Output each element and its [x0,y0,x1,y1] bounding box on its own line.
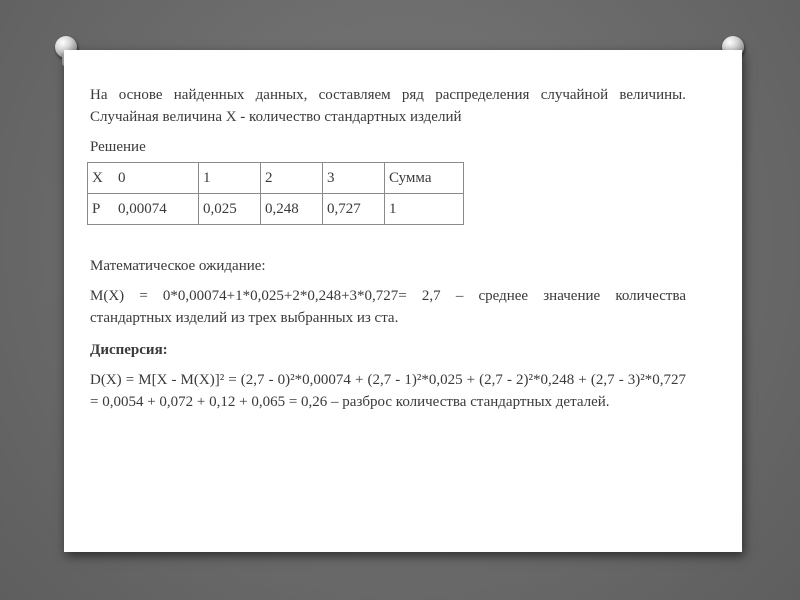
table-cell: 0,727 [323,194,385,225]
intro-paragraph: На основе найденных данных, составляем ряд распределения случайной величины. Случайная величина X - количество стандартных изделий [90,87,686,125]
expectation-formula: M(X) = 0*0,00074+1*0,025+2*0,248+3*0,727= 2,7 – среднее значение количества стандартных изделий из трех выбранных из ста. [90,288,686,326]
table-cell [88,194,199,225]
table-row [88,163,464,194]
table-cell: 1 [385,194,464,225]
solution-heading: Решение [90,139,146,155]
cell-value: 0,00074 [118,201,167,217]
distribution-table [87,162,464,225]
table-cell: Сумма [385,163,464,194]
table-cell: 1 [199,163,261,194]
row-label-x: X [92,170,103,186]
table-cell: 2 [261,163,323,194]
cell-value: 0 [118,170,126,186]
expectation-heading: Математическое ожидание: [90,258,266,274]
slide-content [90,84,686,413]
variance-heading: Дисперсия: [90,342,168,358]
row-label-p: P [92,201,101,217]
table-row [88,194,464,225]
table-cell [88,163,199,194]
table-cell: 3 [323,163,385,194]
variance-formula: D(X) = M[X - M(X)]² = (2,7 - 0)²*0,00074 + (2,7 - 1)²*0,025 + (2,7 - 2)²*0,248 + (2,7 - 3)²*0,727 = 0,0054 + 0,072 + 0,12 + 0,065 = 0,26 – разброс количества стандартных деталей. [90,372,686,410]
table-cell: 0,248 [261,194,323,225]
table-cell: 0,025 [199,194,261,225]
